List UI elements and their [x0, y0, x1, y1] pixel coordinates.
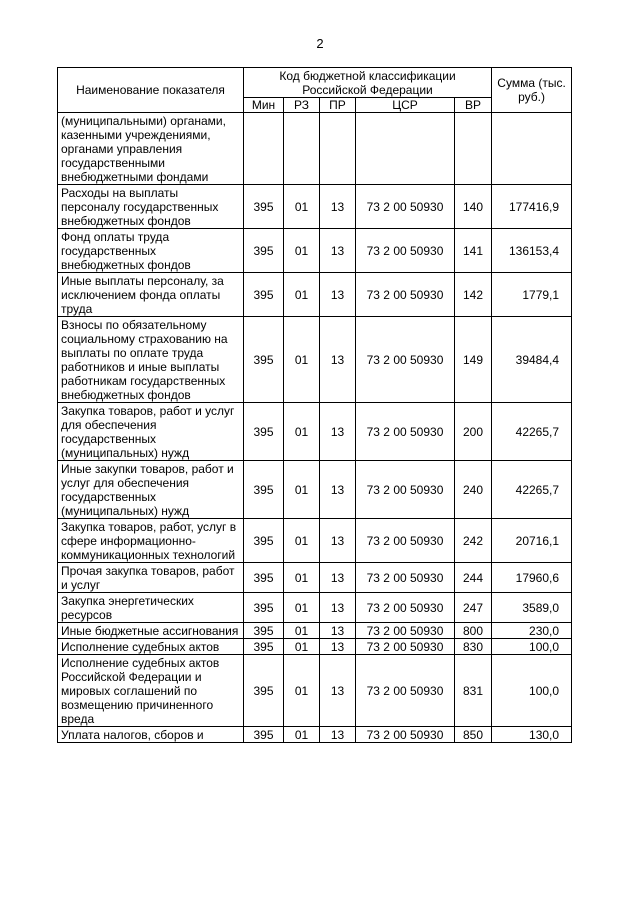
cell-pr: 13 — [320, 563, 356, 593]
cell-vr: 831 — [455, 655, 492, 727]
cell-sum: 39484,4 — [492, 317, 572, 403]
cell-pr: 13 — [320, 403, 356, 461]
cell-pr — [320, 113, 356, 185]
cell-csr: 73 2 00 50930 — [356, 317, 455, 403]
cell-name: Уплата налогов, сборов и — [58, 727, 244, 743]
cell-vr: 200 — [455, 403, 492, 461]
cell-sum: 42265,7 — [492, 403, 572, 461]
cell-rz: 01 — [284, 461, 320, 519]
cell-name: Фонд оплаты труда государственных внебюджетных фондов — [58, 229, 244, 273]
cell-rz: 01 — [284, 727, 320, 743]
cell-pr: 13 — [320, 655, 356, 727]
cell-min: 395 — [244, 655, 284, 727]
cell-vr: 242 — [455, 519, 492, 563]
cell-csr — [356, 113, 455, 185]
cell-csr: 73 2 00 50930 — [356, 273, 455, 317]
cell-pr: 13 — [320, 461, 356, 519]
cell-min: 395 — [244, 563, 284, 593]
cell-csr: 73 2 00 50930 — [356, 519, 455, 563]
cell-min: 395 — [244, 623, 284, 639]
page-number: 2 — [316, 36, 324, 51]
cell-sum — [492, 113, 572, 185]
table-row — [58, 639, 572, 655]
cell-name: Прочая закупка товаров, работ и услуг — [58, 563, 244, 593]
cell-csr: 73 2 00 50930 — [356, 563, 455, 593]
cell-vr — [455, 113, 492, 185]
header-csr: ЦСР — [356, 98, 455, 113]
cell-rz: 01 — [284, 639, 320, 655]
cell-name: Иные бюджетные ассигнования — [58, 623, 244, 639]
cell-name: Закупка товаров, работ, услуг в сфере информационно-коммуникационных технологий — [58, 519, 244, 563]
cell-rz: 01 — [284, 519, 320, 563]
table-row — [58, 461, 572, 519]
table-row — [58, 317, 572, 403]
cell-vr: 800 — [455, 623, 492, 639]
cell-pr: 13 — [320, 639, 356, 655]
cell-min: 395 — [244, 403, 284, 461]
cell-name: (муниципальными) органами, казенными учреждениями, органами управления государственными внебюджетными фондами — [58, 113, 244, 185]
cell-pr: 13 — [320, 229, 356, 273]
cell-rz: 01 — [284, 655, 320, 727]
cell-csr: 73 2 00 50930 — [356, 461, 455, 519]
cell-vr: 142 — [455, 273, 492, 317]
cell-pr: 13 — [320, 593, 356, 623]
cell-sum: 177416,9 — [492, 185, 572, 229]
cell-sum: 17960,6 — [492, 563, 572, 593]
cell-sum: 3589,0 — [492, 593, 572, 623]
cell-vr: 850 — [455, 727, 492, 743]
cell-name: Иные закупки товаров, работ и услуг для обеспечения государственных (муниципальных) нужд — [58, 461, 244, 519]
cell-sum: 136153,4 — [492, 229, 572, 273]
cell-csr: 73 2 00 50930 — [356, 623, 455, 639]
cell-min: 395 — [244, 593, 284, 623]
cell-sum: 20716,1 — [492, 519, 572, 563]
table-row — [58, 113, 572, 185]
header-min: Мин — [244, 98, 284, 113]
table-row — [58, 229, 572, 273]
cell-rz: 01 — [284, 593, 320, 623]
cell-name: Иные выплаты персоналу, за исключением фонда оплаты труда — [58, 273, 244, 317]
cell-min: 395 — [244, 519, 284, 563]
cell-min: 395 — [244, 727, 284, 743]
table-row — [58, 403, 572, 461]
cell-rz: 01 — [284, 623, 320, 639]
cell-name: Закупка энергетических ресурсов — [58, 593, 244, 623]
cell-min: 395 — [244, 461, 284, 519]
cell-name: Исполнение судебных актов Российской Федерации и мировых соглашений по возмещению причиненного вреда — [58, 655, 244, 727]
table-row — [58, 655, 572, 727]
cell-vr: 830 — [455, 639, 492, 655]
header-sum: Сумма (тыс. руб.) — [492, 68, 572, 113]
cell-sum: 100,0 — [492, 655, 572, 727]
cell-min: 395 — [244, 185, 284, 229]
cell-sum: 100,0 — [492, 639, 572, 655]
cell-min: 395 — [244, 273, 284, 317]
header-vr: ВР — [455, 98, 492, 113]
cell-pr: 13 — [320, 727, 356, 743]
table-body — [58, 113, 572, 743]
cell-pr: 13 — [320, 185, 356, 229]
cell-vr: 244 — [455, 563, 492, 593]
cell-name: Закупка товаров, работ и услуг для обеспечения государственных (муниципальных) нужд — [58, 403, 244, 461]
header-pr: ПР — [320, 98, 356, 113]
cell-vr: 149 — [455, 317, 492, 403]
budget-table — [57, 67, 572, 743]
cell-min — [244, 113, 284, 185]
cell-name: Расходы на выплаты персоналу государственных внебюджетных фондов — [58, 185, 244, 229]
table-row — [58, 623, 572, 639]
cell-rz: 01 — [284, 403, 320, 461]
header-name: Наименование показателя — [58, 68, 244, 113]
cell-rz: 01 — [284, 185, 320, 229]
cell-min: 395 — [244, 639, 284, 655]
cell-vr: 240 — [455, 461, 492, 519]
cell-sum: 1779,1 — [492, 273, 572, 317]
cell-csr: 73 2 00 50930 — [356, 593, 455, 623]
header-code-group: Код бюджетной классификации Российской Федерации — [244, 68, 492, 98]
cell-pr: 13 — [320, 317, 356, 403]
header-rz: РЗ — [284, 98, 320, 113]
table-row — [58, 273, 572, 317]
cell-vr: 141 — [455, 229, 492, 273]
cell-sum: 130,0 — [492, 727, 572, 743]
cell-vr: 247 — [455, 593, 492, 623]
cell-sum: 230,0 — [492, 623, 572, 639]
table-row — [58, 185, 572, 229]
cell-pr: 13 — [320, 519, 356, 563]
cell-min: 395 — [244, 317, 284, 403]
cell-csr: 73 2 00 50930 — [356, 655, 455, 727]
cell-rz: 01 — [284, 317, 320, 403]
cell-sum: 42265,7 — [492, 461, 572, 519]
table-row — [58, 593, 572, 623]
cell-csr: 73 2 00 50930 — [356, 229, 455, 273]
cell-vr: 140 — [455, 185, 492, 229]
cell-pr: 13 — [320, 623, 356, 639]
cell-csr: 73 2 00 50930 — [356, 639, 455, 655]
cell-csr: 73 2 00 50930 — [356, 185, 455, 229]
table-row — [58, 519, 572, 563]
table-row — [58, 563, 572, 593]
cell-name: Исполнение судебных актов — [58, 639, 244, 655]
cell-min: 395 — [244, 229, 284, 273]
cell-csr: 73 2 00 50930 — [356, 727, 455, 743]
cell-rz: 01 — [284, 273, 320, 317]
cell-csr: 73 2 00 50930 — [356, 403, 455, 461]
cell-rz — [284, 113, 320, 185]
table-row — [58, 727, 572, 743]
cell-rz: 01 — [284, 563, 320, 593]
cell-name: Взносы по обязательному социальному страхованию на выплаты по оплате труда работников и иные выплаты работникам государственных внебюджетных фондов — [58, 317, 244, 403]
cell-rz: 01 — [284, 229, 320, 273]
cell-pr: 13 — [320, 273, 356, 317]
